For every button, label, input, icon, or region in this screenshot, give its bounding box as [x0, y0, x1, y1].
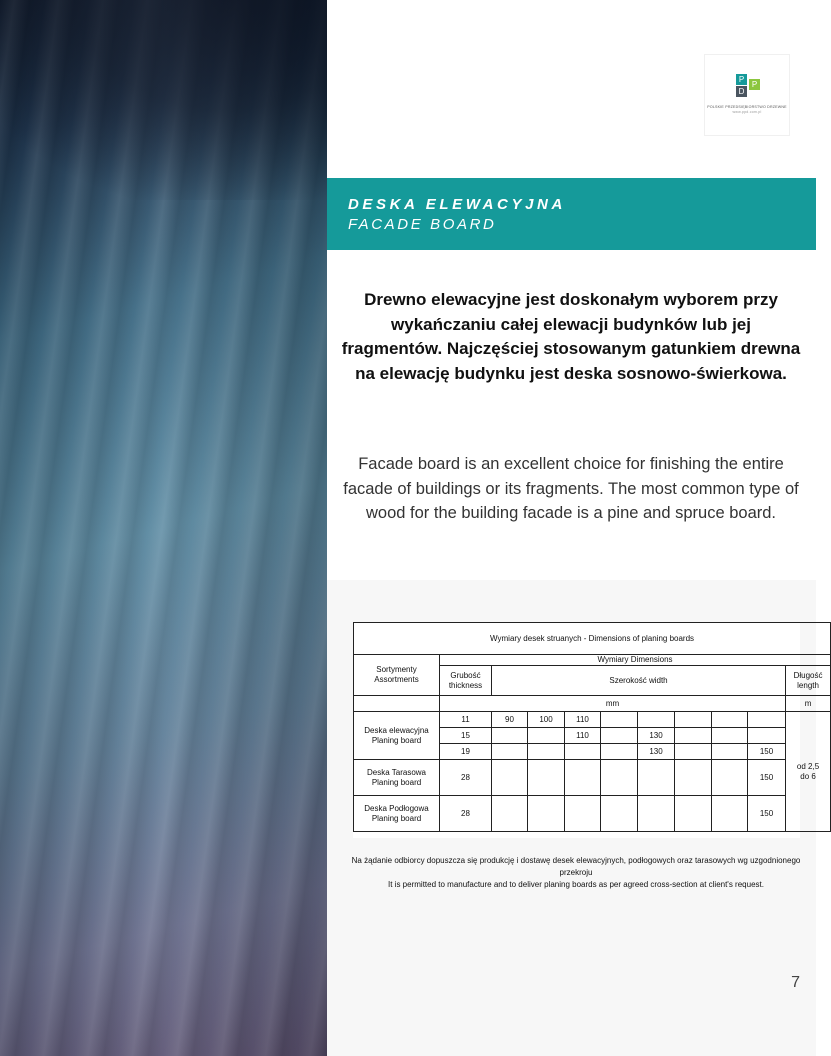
width-cell [675, 712, 712, 728]
thickness-cell: 28 [440, 796, 492, 832]
thickness-cell: 15 [440, 728, 492, 744]
width-cell [712, 728, 748, 744]
header-assortments [354, 655, 440, 696]
assortment-name-pl: Deska Podłogowa [364, 803, 429, 813]
table-note [341, 855, 811, 891]
width-cell: 150 [748, 796, 786, 832]
length-value-from: od 2,5 [796, 761, 820, 771]
width-cell [712, 712, 748, 728]
width-cell [712, 760, 748, 796]
width-cell [601, 744, 638, 760]
dimensions-table [353, 622, 831, 832]
logo-letter-d: D [736, 86, 747, 97]
width-cell [675, 728, 712, 744]
unit-m: m [786, 696, 831, 712]
width-cell [601, 760, 638, 796]
width-cell [492, 760, 528, 796]
width-cell [528, 744, 565, 760]
table-note-pl: Na żądanie odbiorcy dopuszcza się produkcję i dostawę desek elewacyjnych, podłogowych oraz tarasowych wg uzgodnionego przekroju [351, 856, 801, 877]
thickness-cell: 11 [440, 712, 492, 728]
width-cell [712, 744, 748, 760]
table-note-en: It is permitted to manufacture and to deliver planing boards as per agreed cross-section at client's request. [388, 880, 764, 889]
width-cell: 150 [748, 760, 786, 796]
width-cell [675, 760, 712, 796]
logo-tagline: www.ppd.com.pl [732, 110, 762, 114]
header-assortments-pl: Sortymenty [376, 665, 417, 674]
width-cell [528, 728, 565, 744]
length-value [786, 712, 831, 832]
width-cell [565, 744, 601, 760]
unit-mm: mm [440, 696, 786, 712]
width-cell: 150 [748, 744, 786, 760]
header-dimensions: Wymiary Dimensions [440, 655, 831, 666]
header-assortments-en: Assortments [374, 675, 419, 684]
width-cell [675, 744, 712, 760]
width-cell [565, 760, 601, 796]
width-cell [528, 796, 565, 832]
width-cell: 130 [638, 744, 675, 760]
logo-letter-p2: P [749, 79, 760, 90]
header-thickness-pl: Grubość [450, 670, 481, 680]
intro-english: Facade board is an excellent choice for finishing the entire facade of buildings or its fragments. The most common type of wood for the building facade is a pine and spruce board. [343, 455, 799, 522]
company-logo [705, 55, 789, 135]
thickness-cell: 28 [440, 760, 492, 796]
width-cell [601, 728, 638, 744]
width-cell [601, 712, 638, 728]
width-cell [528, 760, 565, 796]
intro-polish: Drewno elewacyjne jest doskonałym wyborem przy wykańczaniu całej elewacji budynków lub jej fragmentów. Najczęściej stosowanym gatunkiem drewna na elewację budynku jest deska sosnowo-świerkowa. [341, 290, 801, 383]
width-cell: 100 [528, 712, 565, 728]
header-length-pl: Długość [793, 670, 823, 680]
width-cell [638, 712, 675, 728]
thickness-cell: 19 [440, 744, 492, 760]
width-cell [638, 796, 675, 832]
units-blank [354, 696, 440, 712]
length-value-to: do 6 [800, 771, 816, 781]
width-cell: 110 [565, 712, 601, 728]
width-cell [492, 744, 528, 760]
width-cell [492, 728, 528, 744]
width-cell: 90 [492, 712, 528, 728]
header-thickness [440, 666, 492, 696]
dimensions-table-wrapper [353, 622, 823, 838]
table-title: Wymiary desek struanych - Dimensions of planing boards [354, 623, 831, 655]
assortment-name-pl: Deska elewacyjna [364, 725, 429, 735]
width-cell [712, 796, 748, 832]
wood-facade-photo [0, 0, 327, 1056]
assortment-name-en: Planing board [371, 735, 422, 745]
assortment-facade [354, 712, 440, 760]
width-cell [748, 712, 786, 728]
page-number: 7 [791, 974, 800, 991]
logo-letter-p1: P [736, 74, 747, 85]
assortment-name-en: Planing board [371, 777, 422, 787]
width-cell [601, 796, 638, 832]
width-cell [748, 728, 786, 744]
width-cell [675, 796, 712, 832]
width-cell: 130 [638, 728, 675, 744]
width-cell [565, 796, 601, 832]
section-title: DESKA ELEWACYJNA [348, 196, 566, 213]
header-width: Szerokość width [492, 666, 786, 696]
header-length-en: length [797, 680, 819, 690]
section-banner [327, 178, 816, 250]
width-cell [492, 796, 528, 832]
width-cell: 110 [565, 728, 601, 744]
assortment-terrace [354, 760, 440, 796]
header-thickness-en: thickness [448, 680, 483, 690]
header-length [786, 666, 831, 696]
assortment-name-en: Planing board [371, 813, 422, 823]
assortment-name-pl: Deska Tarasowa [367, 767, 426, 777]
width-cell [638, 760, 675, 796]
section-subtitle: FACADE BOARD [348, 216, 497, 233]
logo-company-name: POLSKIE PRZEDSIĘBIORSTWO DRZEWNE [707, 105, 787, 109]
assortment-floor [354, 796, 440, 832]
